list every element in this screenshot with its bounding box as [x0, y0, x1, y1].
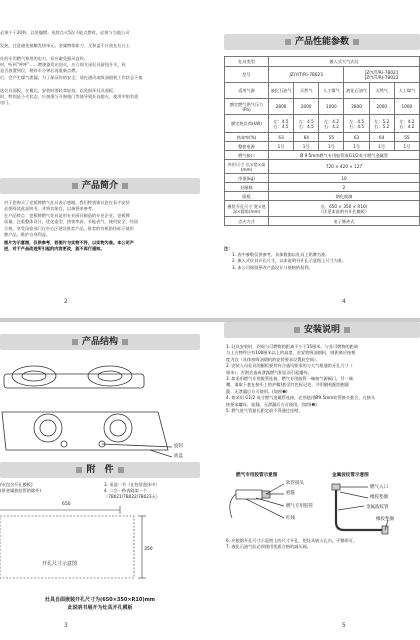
cell: 64 — [369, 133, 394, 142]
cell: 63 — [269, 133, 294, 142]
text-line: 房门。 — [0, 100, 13, 106]
banner-dot-icon — [344, 327, 350, 333]
spec-table — [224, 56, 420, 226]
cell: 液化石油气 — [269, 83, 294, 99]
page-2 — [0, 0, 205, 318]
page-3 — [0, 322, 205, 640]
text-line: 5. 燃气进气管最长距定最不得通过挂壁。 — [226, 407, 303, 413]
text-line: 4. 如采用 G1/2 英寸燃气金属管连接，必须选用Ø9.5mm软管接头套合，在接头 — [226, 395, 376, 401]
cell: 燃气接口 — [225, 151, 269, 160]
accessory-line: （7B021/7B022/7B023无） — [104, 494, 160, 500]
section-banner-accessories — [0, 462, 200, 478]
cut-line: 长：650 × 350 × R10) — [320, 203, 368, 209]
heat-right: 右：4.5 — [273, 123, 289, 129]
banner-dot-icon — [72, 339, 78, 345]
cell: 整套电源 — [225, 142, 269, 151]
model-line: JZ(Y/T/R)-7B022 — [365, 74, 399, 80]
section-title: 附 件 — [86, 465, 114, 475]
heat-left: 左：4.5 — [298, 118, 314, 124]
cell — [269, 201, 420, 217]
cell: 钢化玻璃 — [269, 192, 420, 201]
cell: 电子脉冲式 — [269, 217, 420, 226]
cell: 嵌装开孔尺寸 宽×进深×圆角(mm) — [225, 201, 269, 217]
accessory-line: 3. 电池一节（在包装泡沫中） — [104, 482, 160, 487]
text-line: 发热，注意避免接触发热单元。金属物体如刀、叉和盖不应放在灶台上 — [0, 42, 130, 48]
text-line: 嘴，请取下套在接头上的护帽)套至红色标记处，并用随机配的抱箍 — [226, 382, 350, 388]
cell: 灶具类型 — [225, 57, 269, 67]
cell: 1号 — [269, 142, 294, 151]
text-line: 与上方物件应有100厘米以上的高度，若安装吸油烟机，则距离应按相 — [226, 350, 356, 356]
template-height: 350 — [144, 547, 153, 552]
text-line: 图片为示意图，仅供参考，若图片与实物不符，以实物为准。本公司产 — [4, 240, 134, 245]
text-line: 在产品特点：老板牌燃气灶具是用专业厨具制造的专业企业，老板牌 — [4, 212, 130, 218]
text-line: 灶的专用燃气和用的电力，但应避免强风直吹。 — [0, 55, 88, 61]
note-line: 3. 本公司保留更改产品设计与规格的权利。 — [232, 264, 313, 270]
pipe-label: 金属波纹管 — [366, 505, 389, 510]
cell: 外形尺寸 长×宽×高(mm) — [225, 160, 269, 174]
cell: 1000 — [394, 99, 419, 115]
pipe-label: 燃气入口 — [370, 485, 388, 490]
hose-label: 红线 — [286, 516, 295, 521]
section-banner-performance — [224, 34, 420, 50]
note-line: 1. 表中参数仅供参考，具体数据以灶具上铭牌为准。 — [232, 252, 330, 258]
cell: 2 — [269, 183, 420, 192]
text-line: 合格，享受国家部门在中心区建设推荐产品，推荐的有机防伪标示使用 — [4, 225, 134, 231]
heat-right: 右：4.2 — [399, 123, 415, 129]
banner-dot-icon — [76, 467, 82, 473]
page-number: 4 — [342, 298, 346, 305]
page-5 — [212, 322, 420, 640]
banner-dot-icon — [118, 467, 124, 473]
cell: 型号 — [225, 67, 269, 83]
cell: 面板 — [225, 192, 269, 201]
cell: 液化石油气 — [344, 83, 369, 99]
text-line: 2. 安装人员灶具的橱柜要有符合通风要求的与大气相通的开孔尺寸（ — [226, 363, 353, 369]
cell: 适用气源 — [225, 83, 269, 99]
section-title: 产品性能参数 — [294, 37, 349, 47]
section-banner-install — [224, 322, 420, 338]
section-title: 产品结构 — [81, 337, 118, 347]
text-line: 时，听到“呼呼”……燃烧器发出回火，应立即关闭灶具旋钮开关，检 — [0, 62, 126, 67]
cell: 64 — [294, 133, 319, 142]
text-line: 必要阅读此说明书，并将其保存，以备将来参考。 — [4, 206, 97, 212]
text-line: 6. 应根据开孔尺寸示意图上的尺寸开孔，把灶具嵌入孔内，平整即可。 — [226, 538, 357, 543]
banner-dot-icon — [285, 39, 291, 45]
cell: 55 — [319, 133, 344, 142]
knob-label: 旋钮 — [174, 444, 183, 449]
heat-left: 左：4.5 — [273, 118, 289, 124]
page-number: 2 — [64, 298, 68, 305]
cell: 55 — [394, 133, 419, 142]
cell: 嵌入式大气式灶 — [269, 57, 420, 67]
cell — [369, 115, 394, 133]
accessory-line: 4. 二合一秒表隔架一个 — [104, 488, 148, 494]
fig2-title: 金属波纹管示意图 — [332, 473, 369, 478]
product-intro-text — [4, 200, 200, 238]
accessory-line: (带金属波纹管的除外) — [0, 488, 41, 494]
cell: Ø 9.5mm燃气专用胶管或G1/2英寸燃气金属管 — [269, 151, 420, 160]
cell: 天然气 — [369, 83, 394, 99]
heat-left: 左：4.2 — [323, 118, 339, 124]
cell: 63 — [344, 133, 369, 142]
banner-dot-icon — [294, 327, 300, 333]
cell: 天然气 — [294, 83, 319, 99]
text-line: 选灶具面板，在搬运、安装时要轻拿轻放，以免损坏灶具面板。 — [0, 87, 118, 93]
stove-top-view — [4, 366, 144, 388]
heat-left: 左：5.2 — [374, 118, 390, 124]
text-line: 进，对于产品改进所引起的内容更改，恕不再行通知。 — [4, 246, 105, 252]
install-steps — [226, 344, 420, 414]
section-banner-product-intro — [0, 178, 200, 194]
cell: 人工煤气 — [319, 83, 344, 99]
section-title: 安装说明 — [303, 325, 340, 335]
cell: 2800 — [344, 99, 369, 115]
base-label: 底盘 — [174, 454, 183, 459]
text-line: 7. 液化石油气灶必须使用优质合格的减压阀。 — [226, 544, 311, 550]
pipe-label: 橡胶垫圈 — [376, 517, 394, 522]
heat-right: 右：5.2 — [374, 123, 390, 129]
cell: 额定热负荷(kW) — [225, 115, 269, 133]
section-title: 产品简介 — [81, 181, 118, 191]
heat-right: 右：4.5 — [298, 123, 314, 129]
notes-head: 注： — [224, 246, 233, 251]
hose-label: 抱箍 — [286, 491, 295, 496]
template-caption: 开孔尺寸示意图 — [42, 561, 78, 567]
text-line: 厘米），否则会造成泄露燃气积沉而引起爆炸。 — [226, 369, 312, 375]
cutout-template-diagram — [0, 502, 200, 592]
heat-right: 右：4.5 — [349, 123, 365, 129]
text-line: 箍，无泄漏后方可使用。(如图❶) — [226, 388, 288, 394]
cell: 灶眼数 — [225, 183, 269, 192]
stove-structure-diagram — [0, 354, 200, 464]
cell: 热效率(%) — [225, 133, 269, 142]
cell: JZ(Y/T/R)-7B023 — [269, 67, 344, 83]
accessory-line: 份(包含开孔模板) — [0, 482, 33, 487]
banner-dot-icon — [122, 339, 128, 345]
cell: 人工煤气 — [394, 83, 419, 99]
cell: 1号 — [294, 142, 319, 151]
stove-front-view — [2, 412, 172, 457]
text-line: 度为宜（具体按吸油烟机的安装要求设置此空间）。 — [226, 356, 321, 362]
cell: 额定燃气供气压力(Pa) — [225, 99, 269, 115]
banner-dot-icon — [122, 183, 128, 189]
text-line: 3. 如采用燃气专用胶管连接，燃气专用胶管一端接气源阀门，另一端 — [226, 375, 353, 381]
note-line: 2. 嵌入式灶具开孔尺寸，以本说明书开孔示意图上尺寸为准。 — [232, 258, 347, 264]
model-line: JZ(Y/T/R)-7B021 — [365, 69, 399, 75]
text-line: 按要求螺母，检漏，无泄漏后方可使用。(如图❷) — [226, 401, 317, 407]
cut-line: （详见本说明书开孔模板） — [318, 208, 370, 214]
text-line: 对于您购买了老板牌燃气灶具表示感谢。我们特别建议您在看手安装 — [4, 200, 130, 205]
cell — [344, 115, 369, 133]
template-note-2: 此说明书展开为灶具开孔模板 — [67, 605, 133, 611]
cell: 2000 — [294, 99, 319, 115]
hose-label: 燃气专用胶管 — [286, 504, 313, 509]
page-4 — [212, 0, 420, 318]
cell — [344, 67, 420, 83]
cell: 2800 — [269, 99, 294, 115]
cell: 1号 — [319, 142, 344, 151]
cell: 720 × 420 × 127 — [269, 160, 420, 174]
text-line: 后，会产生煤气泄漏。为了保证你的安全，请在通风或吸油烟机工作状态下使 — [0, 74, 143, 80]
text-line: 1. 灶具安装时，四周与可燃物的距离不小于15厘米，与非可燃物的距离 — [226, 344, 359, 349]
table-notes — [224, 246, 420, 271]
cell — [269, 115, 294, 133]
banner-dot-icon — [353, 39, 359, 45]
cell: 1号 — [369, 142, 394, 151]
heat-left: 左：4.2 — [399, 118, 415, 124]
text-line: 是否放置到位，稍停半分钟后再重新点燃。 — [0, 68, 80, 74]
banner-dot-icon — [72, 183, 78, 189]
page-number: 5 — [342, 622, 346, 629]
cell: 点火方式 — [225, 217, 269, 226]
text-line: 质量，注重整体设计，优化造型、热效率高、节能省气、使用安全、经国 — [4, 219, 139, 225]
template-width: 650 — [62, 502, 71, 507]
cell — [294, 115, 319, 133]
hose-label: 软管接头 — [286, 481, 304, 486]
text-line: 牌产品，维护自身利益。 — [4, 232, 51, 238]
pipe-label: 橡胶垫圈 — [370, 495, 388, 500]
cell: 净重(kg) — [225, 174, 269, 183]
cell: 1000 — [319, 99, 344, 115]
fig1-title: 燃气专用胶管示意图 — [236, 473, 278, 478]
heat-right: 右：4.2 — [323, 123, 339, 129]
text-line: 时，特别是小火状态，应加强与开窗相门等使导致灶具熄火，使用中如有需 — [0, 94, 139, 100]
cell: 10 — [269, 174, 420, 183]
cell — [319, 115, 344, 133]
page-number: 3 — [64, 622, 68, 629]
accessories-right — [104, 482, 204, 501]
install-steps-end — [226, 538, 420, 551]
disclaimer-text — [4, 240, 200, 253]
cell: 2000 — [369, 99, 394, 115]
safety-notes — [0, 30, 200, 107]
text-line: 必须小于20秒，以免爆燃。连续点火5次不能点燃时，必须与当地公司 — [0, 30, 130, 35]
heat-left: 左：4.5 — [349, 118, 365, 124]
cell: 1号 — [394, 142, 419, 151]
section-banner-structure — [0, 334, 200, 350]
template-note-1: 灶具自面嵌装开孔尺寸为(650×350×R10)mm — [44, 597, 156, 603]
cell — [394, 115, 419, 133]
cell: 1号 — [344, 142, 369, 151]
accessories-left — [0, 482, 90, 494]
